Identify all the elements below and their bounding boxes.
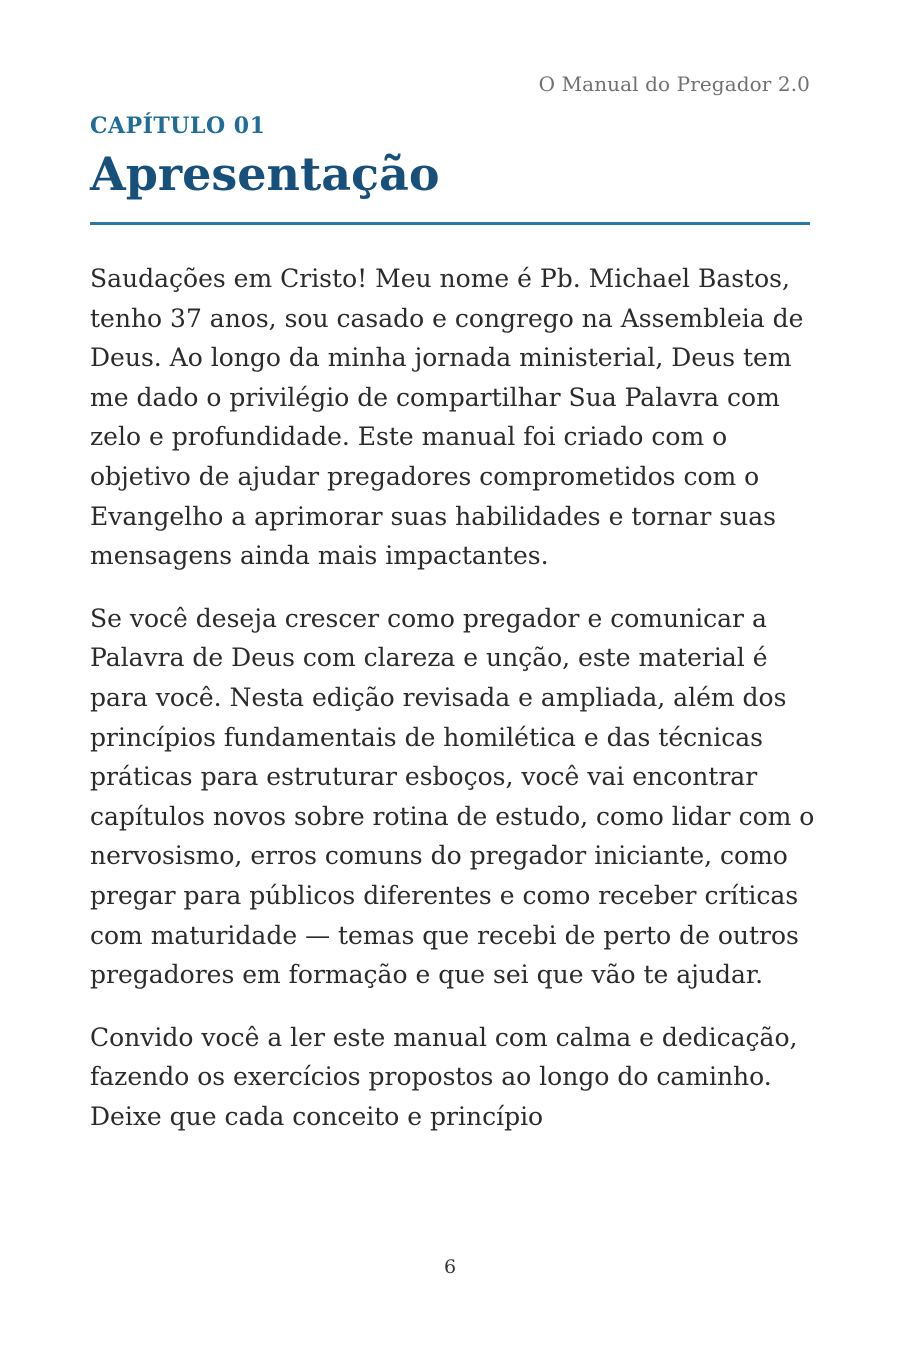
chapter-divider [90,222,810,225]
body-text [90,259,830,1159]
page-number: 6 [443,1256,457,1278]
paragraph: Se você deseja crescer como pregador e comunicar a Palavra de Deus com clareza e unção, este material é para você. Nesta edição revisada e ampliada, além dos princípios fundamentais de homilética e das técnicas práticas para estruturar esboços, você vai encontrar capítulos novos sobre rotina de estudo, como lidar com o nervosismo, erros comuns do pregador iniciante, como pregar para públicos diferentes e como receber críticas com maturidade — temas que recebi de perto de outros pregadores em formação e que sei que vão te ajudar. [90,603,815,990]
chapter-title: Apresentação [90,147,440,201]
chapter-heading [90,112,810,225]
paragraph: Convido você a ler este manual com calma e dedicação, fazendo os exercícios propostos ao longo do caminho. Deixe que cada conceito e princípio [90,1022,798,1131]
chapter-label: CAPÍTULO 01 [90,113,266,139]
paragraph: Saudações em Cristo! Meu nome é Pb. Michael Bastos, tenho 37 anos, sou casado e congrego na Assembleia de Deus. Ao longo da minha jornada ministerial, Deus tem me dado o privilégio de compartilhar Sua Palavra com zelo e profundidade. Este manual foi criado com o objetivo de ajudar pregadores comprometidos com o Evangelho a aprimorar suas habilidades e tornar suas mensagens ainda mais impactantes. [90,264,804,571]
running-header-book-title: O Manual do Pregador 2.0 [538,72,810,96]
